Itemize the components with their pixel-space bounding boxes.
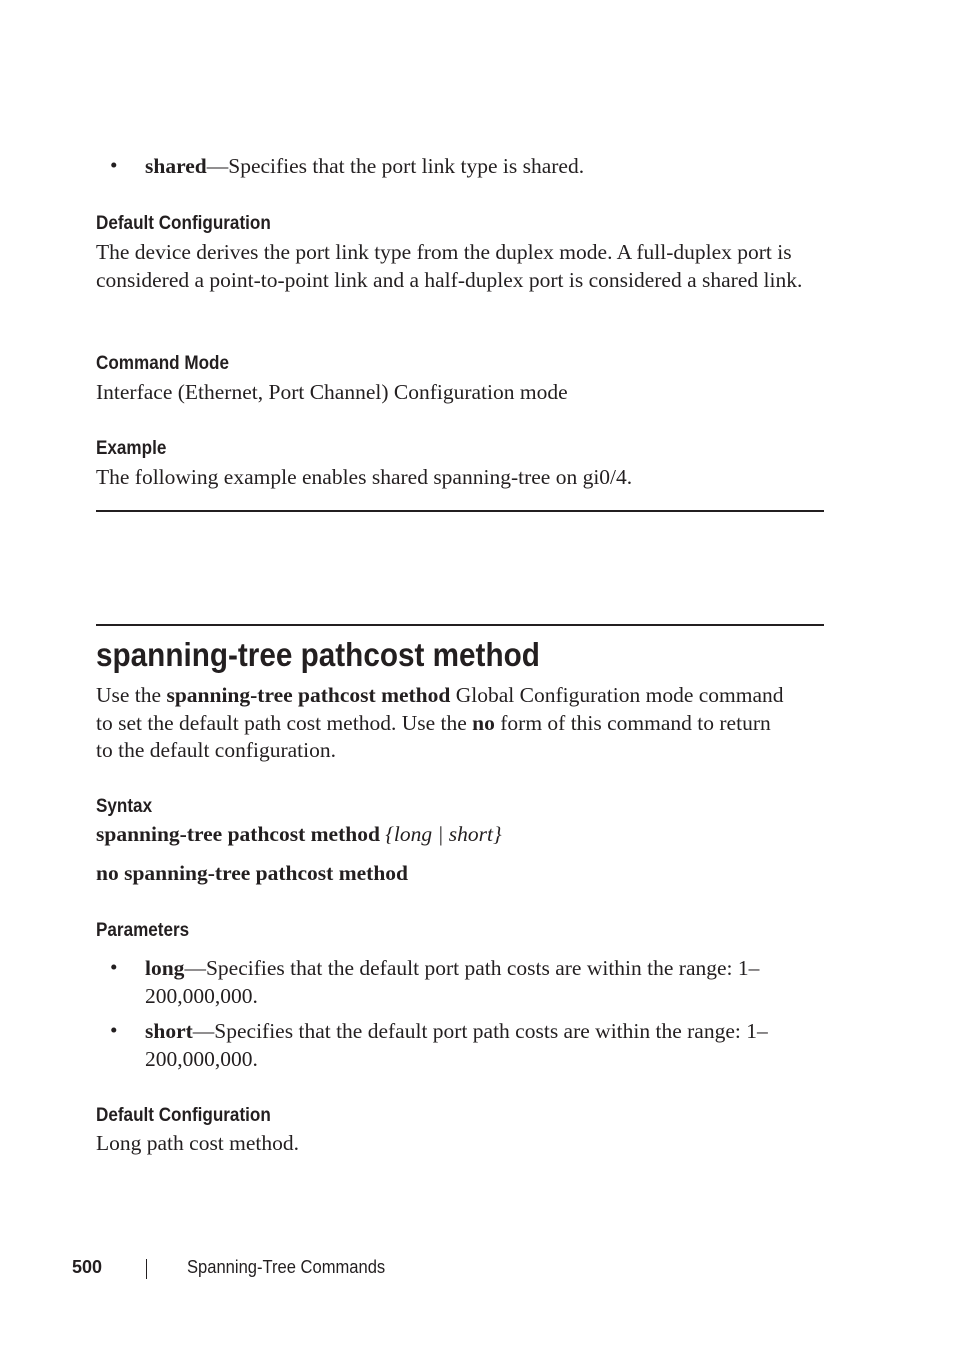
parameter-term: long [145,956,185,980]
bullet-desc: —Specifies that the port link type is shared. [206,154,585,178]
default-config-heading: Default Configuration [96,213,271,234]
intro-part1: Use the [96,683,167,707]
bullet-marker: • [110,1018,118,1042]
example-text: The following example enables shared spanning-tree on gi0/4. [96,465,633,489]
section-divider-top [96,624,824,626]
section-divider-bottom [96,510,824,512]
footer-separator [146,1259,147,1279]
parameter-short [145,1018,825,1073]
bullet-marker: • [110,153,118,177]
bullet-marker: • [110,955,118,979]
parameter-desc: —Specifies that the default port path costs are within the range: 1–200,000,000. [145,1019,768,1071]
bullet-term: shared [145,154,207,178]
default-config-heading-2: Default Configuration [96,1105,271,1126]
syntax-line-1 [96,821,836,849]
intro-part3: form of this command to return to the default configuration. [96,710,771,762]
parameter-long [145,955,825,1010]
footer-chapter: Spanning-Tree Commands [187,1257,386,1277]
page-number: 500 [72,1257,103,1277]
parameter-desc: —Specifies that the default port path costs are within the range: 1–200,000,000. [145,956,760,1008]
syntax-no-command: no spanning-tree pathcost method [96,861,408,885]
syntax-args: {long | short} [385,822,502,846]
intro-command: spanning-tree pathcost method [166,683,451,707]
syntax-command: spanning-tree pathcost method [96,822,380,846]
syntax-heading: Syntax [96,796,153,817]
syntax-line-2 [96,860,836,888]
parameters-heading: Parameters [96,920,190,941]
bullet-shared [145,153,825,181]
command-mode-text: Interface (Ethernet, Port Channel) Configuration mode [96,380,568,404]
example-heading: Example [96,438,167,459]
intro-part2: Global Configuration mode command to set the default path cost method. Use the [96,683,784,735]
default-config-text-2: Long path cost method. [96,1131,300,1155]
parameter-term: short [145,1019,193,1043]
intro-paragraph [96,682,786,765]
intro-no: no [472,710,495,735]
default-config-text: The device derives the port link type from the duplex mode. A full-duplex port is considered a point-to-point link and a half-duplex port is considered a shared link. [96,240,803,292]
page-title: spanning-tree pathcost method [96,636,540,673]
command-mode-heading: Command Mode [96,353,230,374]
